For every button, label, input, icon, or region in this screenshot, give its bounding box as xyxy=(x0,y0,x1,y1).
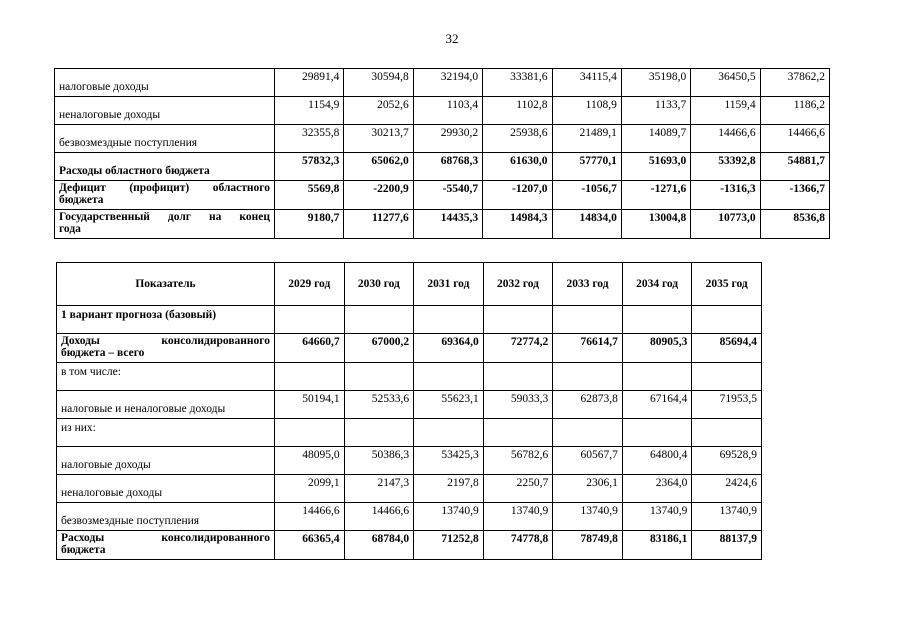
value-cell: 14466,6 xyxy=(344,503,414,531)
row-label: налоговые и неналоговые доходы xyxy=(57,391,275,419)
value-cell: 2306,1 xyxy=(553,475,623,503)
value-cell: 9180,7 xyxy=(275,210,344,239)
value-cell xyxy=(483,363,553,391)
column-header: 2032 год xyxy=(483,263,553,306)
row-label: в том числе: xyxy=(57,363,275,391)
value-cell: 14435,3 xyxy=(413,210,482,239)
table-row xyxy=(57,503,762,531)
value-cell: 35198,0 xyxy=(621,69,690,97)
value-cell: 13740,9 xyxy=(553,503,623,531)
value-cell: 37862,2 xyxy=(760,69,829,97)
value-cell: 32194,0 xyxy=(413,69,482,97)
value-cell xyxy=(344,363,414,391)
value-cell xyxy=(553,306,623,334)
value-cell: 53425,3 xyxy=(414,447,484,475)
row-label xyxy=(57,531,275,560)
column-header: 2029 год xyxy=(275,263,345,306)
value-cell: 1108,9 xyxy=(552,97,621,125)
value-cell xyxy=(553,363,623,391)
value-cell xyxy=(622,419,692,447)
value-cell: 14089,7 xyxy=(621,125,690,153)
value-cell: 10773,0 xyxy=(691,210,760,239)
regional-budget-table xyxy=(54,68,830,239)
row-label-line xyxy=(61,335,270,347)
value-cell: -1271,6 xyxy=(621,181,690,210)
column-header: Показатель xyxy=(57,263,275,306)
value-cell: -2200,9 xyxy=(344,181,413,210)
regional-budget-table-body xyxy=(55,69,830,239)
table-row xyxy=(55,125,830,153)
row-label-word: Расходы xyxy=(61,532,105,544)
column-header: 2030 год xyxy=(344,263,414,306)
value-cell xyxy=(275,306,345,334)
value-cell: 68768,3 xyxy=(413,153,482,181)
value-cell: 14466,6 xyxy=(760,125,829,153)
row-label-line: бюджета – всего xyxy=(61,347,145,359)
table-row xyxy=(57,334,762,363)
value-cell: 66365,4 xyxy=(275,531,345,560)
value-cell: 1102,8 xyxy=(483,97,552,125)
value-cell: 69364,0 xyxy=(414,334,484,363)
value-cell: 11277,6 xyxy=(344,210,413,239)
value-cell: 32355,8 xyxy=(275,125,344,153)
table-row xyxy=(57,447,762,475)
row-label-word: консолидированного xyxy=(161,335,270,347)
row-label-word: Государственный xyxy=(59,211,150,223)
row-label-line xyxy=(59,211,270,223)
value-cell: 29891,4 xyxy=(275,69,344,97)
row-label: Расходы областного бюджета xyxy=(55,153,275,181)
value-cell: 5569,8 xyxy=(275,181,344,210)
row-label: 1 вариант прогноза (базовый) xyxy=(57,306,275,334)
value-cell: 64660,7 xyxy=(275,334,345,363)
value-cell: 14834,0 xyxy=(552,210,621,239)
value-cell: 1103,4 xyxy=(413,97,482,125)
column-header: 2035 год xyxy=(692,263,762,306)
row-label: налоговые доходы xyxy=(57,447,275,475)
value-cell: 80905,3 xyxy=(622,334,692,363)
row-label-word: областного xyxy=(212,182,270,194)
value-cell: 13740,9 xyxy=(692,503,762,531)
row-label: налоговые доходы xyxy=(55,69,275,97)
value-cell: 48095,0 xyxy=(275,447,345,475)
value-cell: 83186,1 xyxy=(622,531,692,560)
value-cell: 62873,8 xyxy=(553,391,623,419)
table-row xyxy=(57,531,762,560)
value-cell xyxy=(692,363,762,391)
value-cell xyxy=(275,419,345,447)
value-cell: 25938,6 xyxy=(483,125,552,153)
value-cell: 14466,6 xyxy=(275,503,345,531)
value-cell: 51693,0 xyxy=(621,153,690,181)
value-cell: 13740,9 xyxy=(414,503,484,531)
value-cell: 8536,8 xyxy=(760,210,829,239)
row-label-line: бюджета xyxy=(61,544,106,556)
table-row xyxy=(57,306,762,334)
value-cell: 67164,4 xyxy=(622,391,692,419)
value-cell xyxy=(692,306,762,334)
value-cell: 72774,2 xyxy=(483,334,553,363)
row-label: из них: xyxy=(57,419,275,447)
value-cell: 68784,0 xyxy=(344,531,414,560)
table-row xyxy=(57,391,762,419)
row-label-word: конец xyxy=(239,211,270,223)
row-label-line: бюджета xyxy=(59,194,104,206)
column-header: 2034 год xyxy=(622,263,692,306)
value-cell: 2364,0 xyxy=(622,475,692,503)
value-cell: 2147,3 xyxy=(344,475,414,503)
consolidated-budget-table-body xyxy=(57,306,762,560)
row-label-word: на xyxy=(209,211,222,223)
value-cell xyxy=(344,306,414,334)
value-cell: 1154,9 xyxy=(275,97,344,125)
value-cell: 69528,9 xyxy=(692,447,762,475)
value-cell: 71252,8 xyxy=(414,531,484,560)
value-cell xyxy=(692,419,762,447)
value-cell: 13740,9 xyxy=(622,503,692,531)
table-row xyxy=(55,210,830,239)
value-cell xyxy=(483,306,553,334)
row-label: неналоговые доходы xyxy=(55,97,275,125)
value-cell: 88137,9 xyxy=(692,531,762,560)
row-label-line xyxy=(61,532,270,544)
value-cell: 54881,7 xyxy=(760,153,829,181)
value-cell xyxy=(483,419,553,447)
row-label xyxy=(57,334,275,363)
value-cell: 50194,1 xyxy=(275,391,345,419)
value-cell: 1133,7 xyxy=(621,97,690,125)
value-cell: 2099,1 xyxy=(275,475,345,503)
table-header-row xyxy=(57,263,762,306)
row-label: безвозмездные поступления xyxy=(57,503,275,531)
value-cell: 34115,4 xyxy=(552,69,621,97)
row-label-word: (профицит) xyxy=(129,182,190,194)
value-cell: 1186,2 xyxy=(760,97,829,125)
value-cell: 57770,1 xyxy=(552,153,621,181)
value-cell: 33381,6 xyxy=(483,69,552,97)
value-cell: 21489,1 xyxy=(552,125,621,153)
value-cell xyxy=(622,306,692,334)
row-label: безвозмездные поступления xyxy=(55,125,275,153)
value-cell: 52533,6 xyxy=(344,391,414,419)
table-row xyxy=(55,69,830,97)
row-label xyxy=(55,210,275,239)
value-cell: 14984,3 xyxy=(483,210,552,239)
row-label-line: года xyxy=(59,223,81,235)
value-cell: 74778,8 xyxy=(483,531,553,560)
value-cell: 71953,5 xyxy=(692,391,762,419)
table-row xyxy=(55,153,830,181)
value-cell: 2424,6 xyxy=(692,475,762,503)
value-cell xyxy=(414,306,484,334)
value-cell xyxy=(622,363,692,391)
table-row xyxy=(57,475,762,503)
value-cell: 85694,4 xyxy=(692,334,762,363)
value-cell xyxy=(553,419,623,447)
value-cell: 57832,3 xyxy=(275,153,344,181)
value-cell: 14466,6 xyxy=(691,125,760,153)
value-cell: 30594,8 xyxy=(344,69,413,97)
value-cell: 61630,0 xyxy=(483,153,552,181)
value-cell: 65062,0 xyxy=(344,153,413,181)
value-cell: 29930,2 xyxy=(413,125,482,153)
row-label-word: Доходы xyxy=(61,335,100,347)
value-cell: -5540,7 xyxy=(413,181,482,210)
row-label-word: долг xyxy=(167,211,192,223)
value-cell: -1316,3 xyxy=(691,181,760,210)
value-cell xyxy=(275,363,345,391)
value-cell: 55623,1 xyxy=(414,391,484,419)
value-cell: 67000,2 xyxy=(344,334,414,363)
table-row xyxy=(57,363,762,391)
table-row xyxy=(57,419,762,447)
table-row xyxy=(55,181,830,210)
table-row xyxy=(55,97,830,125)
value-cell: 1159,4 xyxy=(691,97,760,125)
row-label-word: консолидированного xyxy=(161,532,270,544)
row-label xyxy=(55,181,275,210)
column-header: 2031 год xyxy=(414,263,484,306)
value-cell xyxy=(344,419,414,447)
row-label-word: Дефицит xyxy=(59,182,106,194)
value-cell: -1056,7 xyxy=(552,181,621,210)
row-label-line xyxy=(59,182,270,194)
value-cell: 30213,7 xyxy=(344,125,413,153)
value-cell: 36450,5 xyxy=(691,69,760,97)
value-cell: 2197,8 xyxy=(414,475,484,503)
value-cell: 13740,9 xyxy=(483,503,553,531)
value-cell: 2250,7 xyxy=(483,475,553,503)
consolidated-budget-table xyxy=(56,262,762,560)
value-cell: 2052,6 xyxy=(344,97,413,125)
value-cell: 59033,3 xyxy=(483,391,553,419)
value-cell xyxy=(414,363,484,391)
row-label: неналоговые доходы xyxy=(57,475,275,503)
value-cell: 56782,6 xyxy=(483,447,553,475)
value-cell: 78749,8 xyxy=(553,531,623,560)
value-cell: 53392,8 xyxy=(691,153,760,181)
column-header: 2033 год xyxy=(553,263,623,306)
value-cell xyxy=(414,419,484,447)
value-cell: -1207,0 xyxy=(483,181,552,210)
value-cell: 50386,3 xyxy=(344,447,414,475)
value-cell: 76614,7 xyxy=(553,334,623,363)
value-cell: 64800,4 xyxy=(622,447,692,475)
value-cell: -1366,7 xyxy=(760,181,829,210)
value-cell: 13004,8 xyxy=(621,210,690,239)
value-cell: 60567,7 xyxy=(553,447,623,475)
page-number: 32 xyxy=(445,31,459,46)
